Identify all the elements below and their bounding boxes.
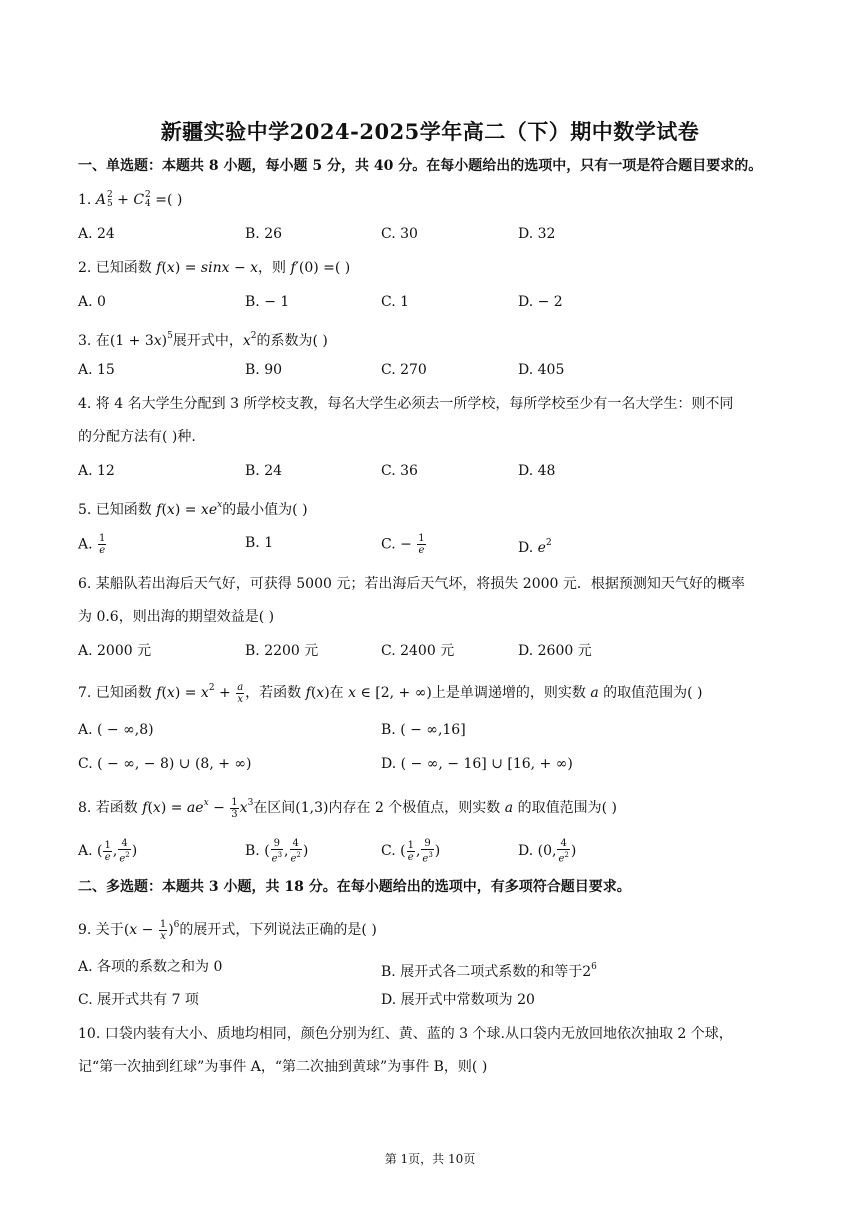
question-3: 3. 在$(1 + 3x)^5$展开式中，$x^2$的系数为( ) xyxy=(78,331,328,349)
q3-option-b[interactable]: B. 90 xyxy=(245,362,283,378)
q8-option-c[interactable]: C. ( $\frac{1}{e}$ , $\frac{9}{e^3}$ ) xyxy=(381,838,441,865)
q4-option-a[interactable]: A. 12 xyxy=(78,463,115,479)
q3-option-d[interactable]: D. 405 xyxy=(518,362,565,378)
q8-option-d[interactable]: D. (0, $\frac{4}{e^2}$ ) xyxy=(518,838,577,865)
q6-option-c[interactable]: C. 2400 元 xyxy=(381,643,455,659)
q1-option-b[interactable]: B. 26 xyxy=(245,226,283,242)
q5-option-d[interactable]: D. $e^2$ xyxy=(518,538,552,556)
q2-option-d[interactable]: D. − 2 xyxy=(518,294,563,310)
question-10-line-2: 记“第一次抽到红球”为事件 A，“第二次抽到黄球”为事件 B，则( ) xyxy=(78,1059,488,1075)
q3-option-c[interactable]: C. 270 xyxy=(381,362,427,378)
q3-option-a[interactable]: A. 15 xyxy=(78,362,115,378)
question-8: 8. 若函数 $f(x) = ae^x$ − $\frac{1}{3}$ $x^3$在区间(1,3)内存在 2 个极值点，则实数 a 的取值范围为( ) xyxy=(78,796,617,820)
q4-option-b[interactable]: B. 24 xyxy=(245,463,283,479)
q6-option-b[interactable]: B. 2200 元 xyxy=(245,643,319,659)
question-1: 1. A 2 5 + C 2 4 =( ) xyxy=(78,190,183,209)
question-2: 2. 已知函数 f(x) = sinx − x，则 f′(0) =( ) xyxy=(78,260,351,276)
q4-option-d[interactable]: D. 48 xyxy=(518,463,556,479)
question-4-line-1: 4. 将 4 名大学生分配到 3 所学校支教，每名大学生必须去一所学校，每所学校至少有一名大学生：则不同 xyxy=(78,396,734,412)
question-4-line-2: 的分配方法有( )种. xyxy=(78,429,196,445)
q9-option-b[interactable]: B. 展开式各二项式系数的和等于$2^6$ xyxy=(381,962,597,980)
q9-option-d[interactable]: D. 展开式中常数项为 20 xyxy=(381,992,535,1008)
section-multiple-choice-heading: 二、多选题：本题共 3 小题，共 18 分。在每小题给出的选项中，有多项符合题目要求。 xyxy=(78,879,631,895)
q7-option-b[interactable]: B. ( − ∞,16] xyxy=(381,722,466,738)
q1-option-d[interactable]: D. 32 xyxy=(518,226,556,242)
q5-option-a[interactable]: A. $\frac{1}{e}$ xyxy=(78,533,106,556)
q5-option-c[interactable]: C. − $\frac{1}{e}$ xyxy=(381,533,425,556)
question-7: 7. 已知函数 $f(x) = x^2$ + $\frac{a}{x}$ ，若函数 f(x)在 x ∈ [2, + ∞)上是单调递增的，则实数 a 的取值范围为( ) xyxy=(78,681,703,705)
q6-option-a[interactable]: A. 2000 元 xyxy=(78,643,152,659)
q5-option-b[interactable]: B. 1 xyxy=(245,535,274,551)
question-5: 5. 已知函数 $f(x) = xe^x$的最小值为( ) xyxy=(78,500,308,518)
question-6-line-2: 为 0.6，则出海的期望效益是( ) xyxy=(78,609,275,625)
q8-option-a[interactable]: A. ( $\frac{1}{e}$ , $\frac{4}{e^2}$ ) xyxy=(78,838,138,865)
page-title: 新疆实验中学2024-2025学年高二（下）期中数学试卷 xyxy=(160,119,700,144)
question-10-line-1: 10. 口袋内装有大小、质地均相同，颜色分别为红、黄、蓝的 3 个球.从口袋内无放回地依次抽取 2 个球， xyxy=(78,1026,733,1042)
q8-option-b[interactable]: B. ( $\frac{9}{e^3}$ , $\frac{4}{e^2}$ ) xyxy=(245,838,309,865)
q2-option-a[interactable]: A. 0 xyxy=(78,294,106,310)
q7-option-a[interactable]: A. ( − ∞,8) xyxy=(78,722,154,738)
q2-option-c[interactable]: C. 1 xyxy=(381,294,410,310)
question-6-line-1: 6. 某船队若出海后天气好，可获得 5000 元；若出海后天气坏，将损失 2000 元．根据预测知天气好的概率 xyxy=(78,576,745,592)
q6-option-d[interactable]: D. 2600 元 xyxy=(518,643,592,659)
q1-option-a[interactable]: A. 24 xyxy=(78,226,115,242)
q7-option-c[interactable]: C. ( − ∞, − 8) ∪ (8, + ∞) xyxy=(78,756,252,772)
q2-option-b[interactable]: B. − 1 xyxy=(245,294,290,310)
q4-option-c[interactable]: C. 36 xyxy=(381,463,418,479)
question-9: 9. 关于(x − $\frac{1}{x}$ )$^6$的展开式，下列说法正确的是( ) xyxy=(78,918,377,942)
q9-option-a[interactable]: A. 各项的系数之和为 0 xyxy=(78,959,223,975)
page-footer: 第 1页，共 10页 xyxy=(384,1152,476,1166)
q9-option-c[interactable]: C. 展开式共有 7 项 xyxy=(78,992,199,1008)
q7-option-d[interactable]: D. ( − ∞, − 16] ∪ [16, + ∞) xyxy=(381,756,573,772)
q1-option-c[interactable]: C. 30 xyxy=(381,226,418,242)
section-single-choice-heading: 一、单选题：本题共 8 小题，每小题 5 分，共 40 分。在每小题给出的选项中，只有一项是符合题目要求的。 xyxy=(78,158,763,174)
